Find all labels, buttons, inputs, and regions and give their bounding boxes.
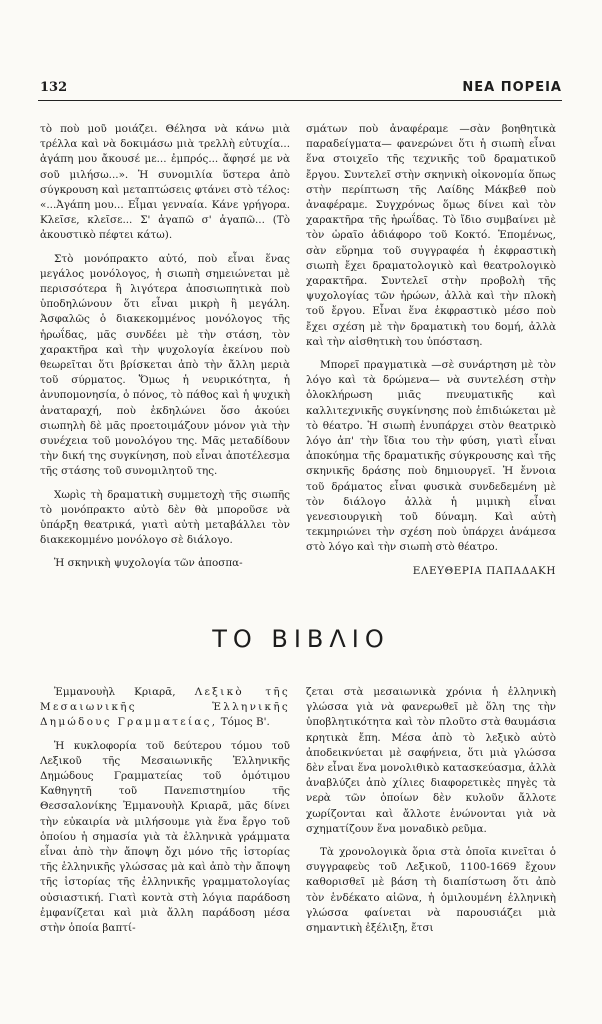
running-head: ΝΕΑ ΠΟΡΕΙΑ (462, 80, 562, 95)
citation-author: Ἐμμανουὴλ Κριαρᾶ, (54, 686, 176, 698)
article-paragraph: Μπορεῖ πραγματικὰ —σὲ συνάρτηση μὲ τὸν λόγο καὶ τὰ δρώμενα— νὰ συντελέση στὴν ὁλοκλήρωση μιᾶς πνευματικῆς καὶ καλλιτεχνικῆς συγκίνησης ποὺ ἐπιδιώκεται μὲ τὸ θέατρο. Ἡ σιωπὴ ἐνυπάρχει στὸν θεατρικὸ λόγο ἀπ' τὴν ἴδια του τὴν φύση, γιατὶ εἶναι ἀποκύημα τῆς δραματικῆς σύγκρουσης καὶ τῆς σκηνικῆς δράσης ποὺ δημιουργεῖ. Ἡ ἔννοια τοῦ δράματος εἶναι φυσικὰ συνδεδεμένη μὲ τὸν διάλογο ἀλλὰ ἡ μιμικὴ εἶναι γενεσιουργικὴ τοῦ δύναμη. Καὶ αὐτὴ τεκμηριώνει τὴν σχέση ποὺ ὑπάρχει ἀνάμεσα στὸ λόγο καὶ τὴν σιωπὴ στὸ θέατρο. (306, 359, 556, 554)
article-paragraph: Χωρὶς τὴ δραματικὴ συμμετοχὴ τῆς σιωπῆς τὸ μονόπρακτο αὐτὸ δὲν θὰ μποροῦσε νὰ ὑπάρξη θεατρικά, γιατὶ αὐτὴ μεταβάλλει τὸν διακεκομμένο μονόλογο σὲ διάλογο. (40, 488, 290, 547)
article-paragraph: Ἡ σκηνικὴ ψυχολογία τῶν ἀποσπα- (54, 557, 243, 570)
citation-volume: Τόμος Β'. (220, 716, 270, 729)
article-paragraph: τὸ ποὺ μοῦ μοιάζει. Θέλησα νὰ κάνω μιὰ τρέλλα καὶ νὰ δοκιμάσω μιὰ τρελλὴ εὐτυχία... ἀγάπη μου ἄκουσέ με... ἐμπρός... ἄφησέ με νὰ σοῦ μιλήσω...». Ἡ συνομιλία ὕστερα ἀπὸ σύγκρουση καὶ μεταπτώσεις φτάνει στὸ τέλος: «...Ἀγάπη μου... Εἶμαι γενναία. Κάνε γρήγορα. Κλεῖσε, κλεῖσε... Σ' ἀγαπῶ σ' ἀγαπῶ... (Τὸ ἀκουστικὸ πέφτει κάτω). (40, 123, 290, 242)
section-title: ΤΟ ΒΙΒΛΙΟ (212, 625, 390, 653)
article-paragraph: σμάτων ποὺ ἀναφέραμε —σὰν βοηθητικὰ παραδείγματα— φανερώνει ὅτι ἡ σιωπὴ εἶναι ἕνα στοιχεῖο τῆς τεχνικῆς τοῦ δραματικοῦ ἔργου. Συντελεῖ στὴν σκηνικὴ οἰκονομία ὅπως στὴν περίπτωση τῆς Λαίδης Μάκβεθ ποὺ ἀναφέραμε. Συγχρόνως ὅμως δίνει καὶ τὸν χαρακτῆρα τῆς ἡρωΐδας. Τὸ ἴδιο συμβαίνει μὲ τὸν ὡραῖο ἀδιάφορο τοῦ Κοκτό. Ἑπομένως, σὰν εὕρημα τοῦ συγγραφέα ἡ ἐκφραστικὴ σιωπὴ ἔχει δραματολογικὸ καὶ θεατρολογικὸ χαρακτῆρα. Συντελεῖ στὴν προβολὴ τῆς ψυχολογίας τῶν ἡρώων, ἀλλὰ καὶ τὴν πλοκὴ τοῦ ἔργου. Εἶναι ἕνα ἐκφραστικὸ μέσο ποὺ ἔχει σχέση μὲ τὴν δραματικὴ του δομή, ἀλλὰ καὶ τὴν αἰσθητικὴ του ὑπόσταση. (306, 123, 556, 348)
page-number: 132 (40, 80, 68, 95)
review-paragraph: Τὰ χρονολογικὰ ὅρια στὰ ὁποῖα κινεῖται ὁ συγγραφεὺς τοῦ Λεξικοῦ, 1100-1669 ἔχουν καθορισθεῖ μὲ βάση τὴ διαπίστωση ὅτι ἀπὸ τὸν ἑνδέκατο αἰῶνα, ἡ ὁμιλουμένη ἑλληνικὴ γλώσσα φαίνεται νὰ παρουσιάζει μιὰ σημαντικὴ ἐξέλιξη, ἔτσι (306, 846, 556, 935)
review-paragraph: ζεται στὰ μεσαιωνικὰ χρόνια ἡ ἑλληνικὴ γλώσσα γιὰ νὰ φανερωθεῖ μὲ ὅλη της τὴν ὑποβλητικότητα καὶ τὸν πλοῦτο στὰ θαυμάσια κρητικὰ ἔπη. Μέσα ἀπὸ τὸ λεξικὸ αὐτὸ ἀποδεικνύεται μὲ σαφήνεια, ὅτι μιὰ γλώσσα δὲν εἶναι ἕνα μονολιθικὸ κατασκεύασμα, ἀλλὰ ἀναβλύζει ἀπὸ χίλιες διαφορετικὲς πηγὲς τὰ νερὰ τῶν ὁποίων δὲν κυλοῦν ἄλλοτε χωρίζονται καὶ ἄλλοτε ἑνώνονται γιὰ νὰ σχηματίζουν ἕνα μοναδικὸ ρεῦμα. (306, 686, 556, 835)
article-left-column (40, 122, 290, 580)
header-rule (38, 100, 562, 101)
review-left-column (40, 685, 290, 944)
author-signature: ΕΛΕΥΘΕΡΙΑ ΠΑΠΑΔΑΚΗ (412, 564, 556, 577)
citation-title: Λεξικὸ τῆς Μεσαιωνικῆς Ἑλληνικῆς Δημώδους Γραμματείας, (40, 686, 291, 729)
review-paragraph: Ἡ κυκλοφορία τοῦ δεύτερου τόμου τοῦ Λεξικοῦ τῆς Μεσαιωνικῆς Ἑλληνικῆς Δημώδους Γραμματείας τοῦ ὁμότιμου Καθηγητῆ τοῦ Πανεπιστημίου τῆς Θεσσαλονίκης Ἐμμανουὴλ Κριαρᾶ, μᾶς δίνει τὴν εὐκαιρία νὰ μιλήσουμε γιὰ ἕνα ἔργο τοῦ ὁποίου ἡ σημασία γιὰ τὰ ἑλληνικὰ γράμματα εἶναι ἀπὸ τὴν ἄποψη ὄχι μόνο τῆς ἱστορίας τῆς ἑλληνικῆς γλώσσας μὰ καὶ ἀπὸ τὴν ἄποψη τῆς ἱστορίας τῆς ἑλληνικῆς γραμματολογίας οὐσιαστική. Γιατὶ κοντὰ στὴ λόγια παράδοση ἐμφανίζεται καὶ μιὰ ἄλλη παράδοση μέσα στὴν ὁποία βαπτί- (40, 739, 290, 935)
article-right-column (306, 122, 556, 579)
article-paragraph: Στὸ μονόπρακτο αὐτό, ποὺ εἶναι ἕνας μεγάλος μονόλογος, ἡ σιωπὴ σημειώνεται μὲ περισσότερα ἢ λιγότερα ἀποσιωπητικὰ ποὺ ὑποδηλώνουν ὅτι εἶναι μικρὴ ἢ μεγάλη. Ἀσφαλῶς ὁ διακεκομμένος μονόλογος τῆς ἡρωΐδας, μᾶς συνδέει μὲ τὴν στάση, τὸν χαρακτῆρα καὶ τὴν ψυχολογία ἐκείνου ποὺ θεωρεῖται ὅτι βρίσκεται ἀπὸ τὴν ἄλλη μεριὰ τοῦ σύρματος. Ὅμως ἡ νευρικότητα, ἡ ἀνυπομονησία, ὁ πόνος, τὸ πάθος καὶ ἡ ψυχικὴ ἀναταραχή, ποὺ ἐκδηλώνει ὅσο ἀκούει σιωπηλὴ δὲ μᾶς προετοιμάζουν μόνον γιὰ τὴν συνέχεια τοῦ μονολόγου της. Μᾶς μεταδίδουν τὴν δική της συγκίνηση, ποὺ εἶναι ἀποτέλεσμα τῆς στάσης τοῦ συνομιλητοῦ της. (40, 252, 290, 478)
review-right-column (306, 685, 556, 944)
book-citation (40, 685, 290, 731)
